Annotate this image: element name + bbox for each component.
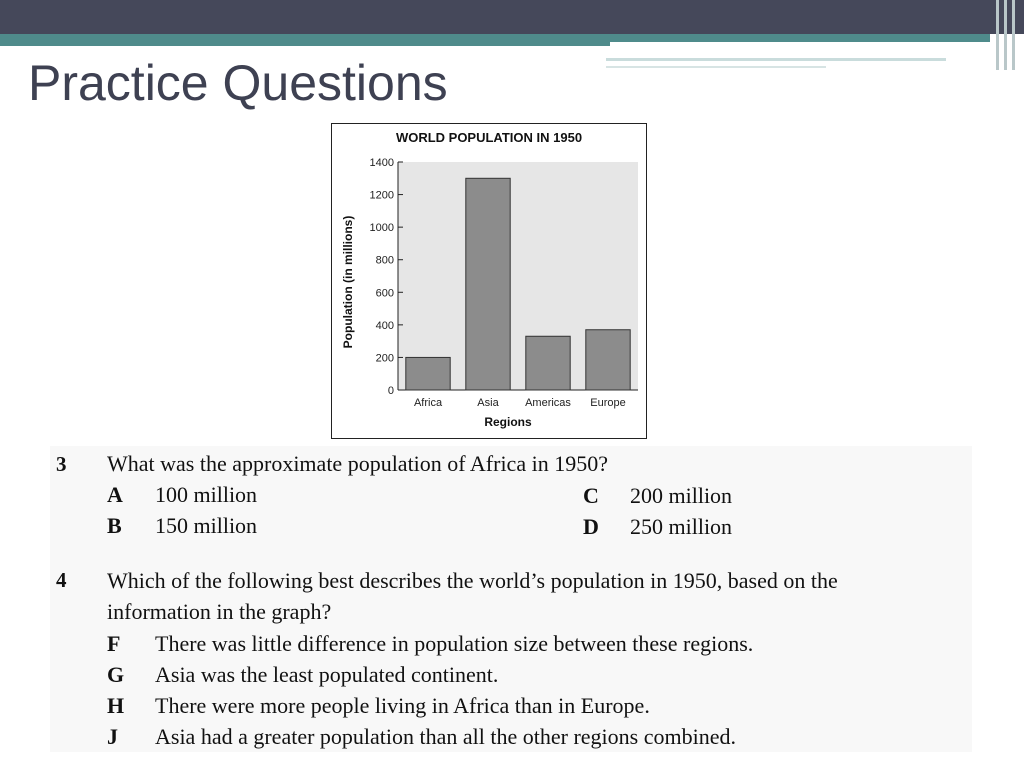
header-vertical-rule [1012, 0, 1015, 70]
question-4-option-f-text[interactable]: There was little difference in population size between these regions. [155, 631, 754, 656]
question-3-option-d-letter: D [583, 514, 599, 539]
x-tick-label: Asia [477, 397, 499, 409]
header-vertical-rule [996, 0, 999, 70]
question-4-option-j-text[interactable]: Asia had a greater population than all the other regions combined. [155, 724, 736, 749]
question-3-option-a-text[interactable]: 100 million [155, 482, 258, 507]
population-chart [331, 123, 647, 439]
y-tick-label: 600 [375, 287, 394, 300]
question-3-option-c-letter: C [583, 483, 599, 508]
question-4-number: 4 [56, 568, 67, 592]
question-4-text-line2: information in the graph? [107, 599, 332, 624]
bar-europe [586, 330, 630, 390]
question-4-option-f-letter: F [107, 631, 121, 656]
x-axis-label: Regions [484, 415, 532, 429]
question-3-option-b-text[interactable]: 150 million [155, 513, 258, 538]
question-4-option-j-letter: J [107, 724, 118, 749]
y-tick-label: 1000 [369, 222, 394, 235]
chart-title: WORLD POPULATION IN 1950 [395, 130, 583, 145]
header-band [0, 0, 1024, 34]
header-rule [606, 58, 946, 61]
question-3-option-b-letter: B [107, 513, 122, 538]
question-4-option-h-text[interactable]: There were more people living in Africa than in Europe. [155, 693, 650, 718]
question-3-option-a-letter: A [107, 482, 123, 507]
question-3-text: What was the approximate population of Africa in 1950? [107, 451, 608, 476]
y-tick-label: 800 [375, 254, 394, 267]
questions-panel [50, 446, 972, 752]
bar-africa [406, 357, 450, 390]
x-tick-label: Africa [413, 397, 443, 409]
question-4-option-g-letter: G [107, 662, 125, 687]
header-accent-stripe [0, 34, 610, 46]
y-tick-label: 1400 [369, 157, 394, 169]
chart-canvas [332, 124, 648, 440]
header-rule-short [606, 66, 826, 68]
header-accent-stripe-right [610, 34, 990, 42]
question-3-option-d-text[interactable]: 250 million [630, 514, 733, 539]
header-vertical-rule [1004, 0, 1007, 70]
y-tick-label: 400 [375, 319, 394, 332]
bar-asia [466, 178, 510, 390]
question-4-option-h-letter: H [107, 693, 125, 718]
y-axis-label: Population (in millions) [341, 215, 355, 349]
question-4-option-g-text[interactable]: Asia was the least populated continent. [155, 662, 499, 687]
y-tick-label: 200 [375, 352, 394, 365]
bar-americas [526, 336, 570, 390]
x-tick-label: Europe [590, 397, 626, 409]
slide-title: Practice Questions [28, 55, 448, 111]
question-3-option-c-text[interactable]: 200 million [630, 483, 733, 508]
question-3-number: 3 [56, 452, 67, 476]
y-tick-label: 1200 [369, 189, 394, 202]
x-tick-label: Americas [525, 397, 571, 409]
question-4-text-line1: Which of the following best describes the world’s population in 1950, based on the [107, 568, 838, 593]
y-tick-label: 0 [387, 385, 394, 397]
